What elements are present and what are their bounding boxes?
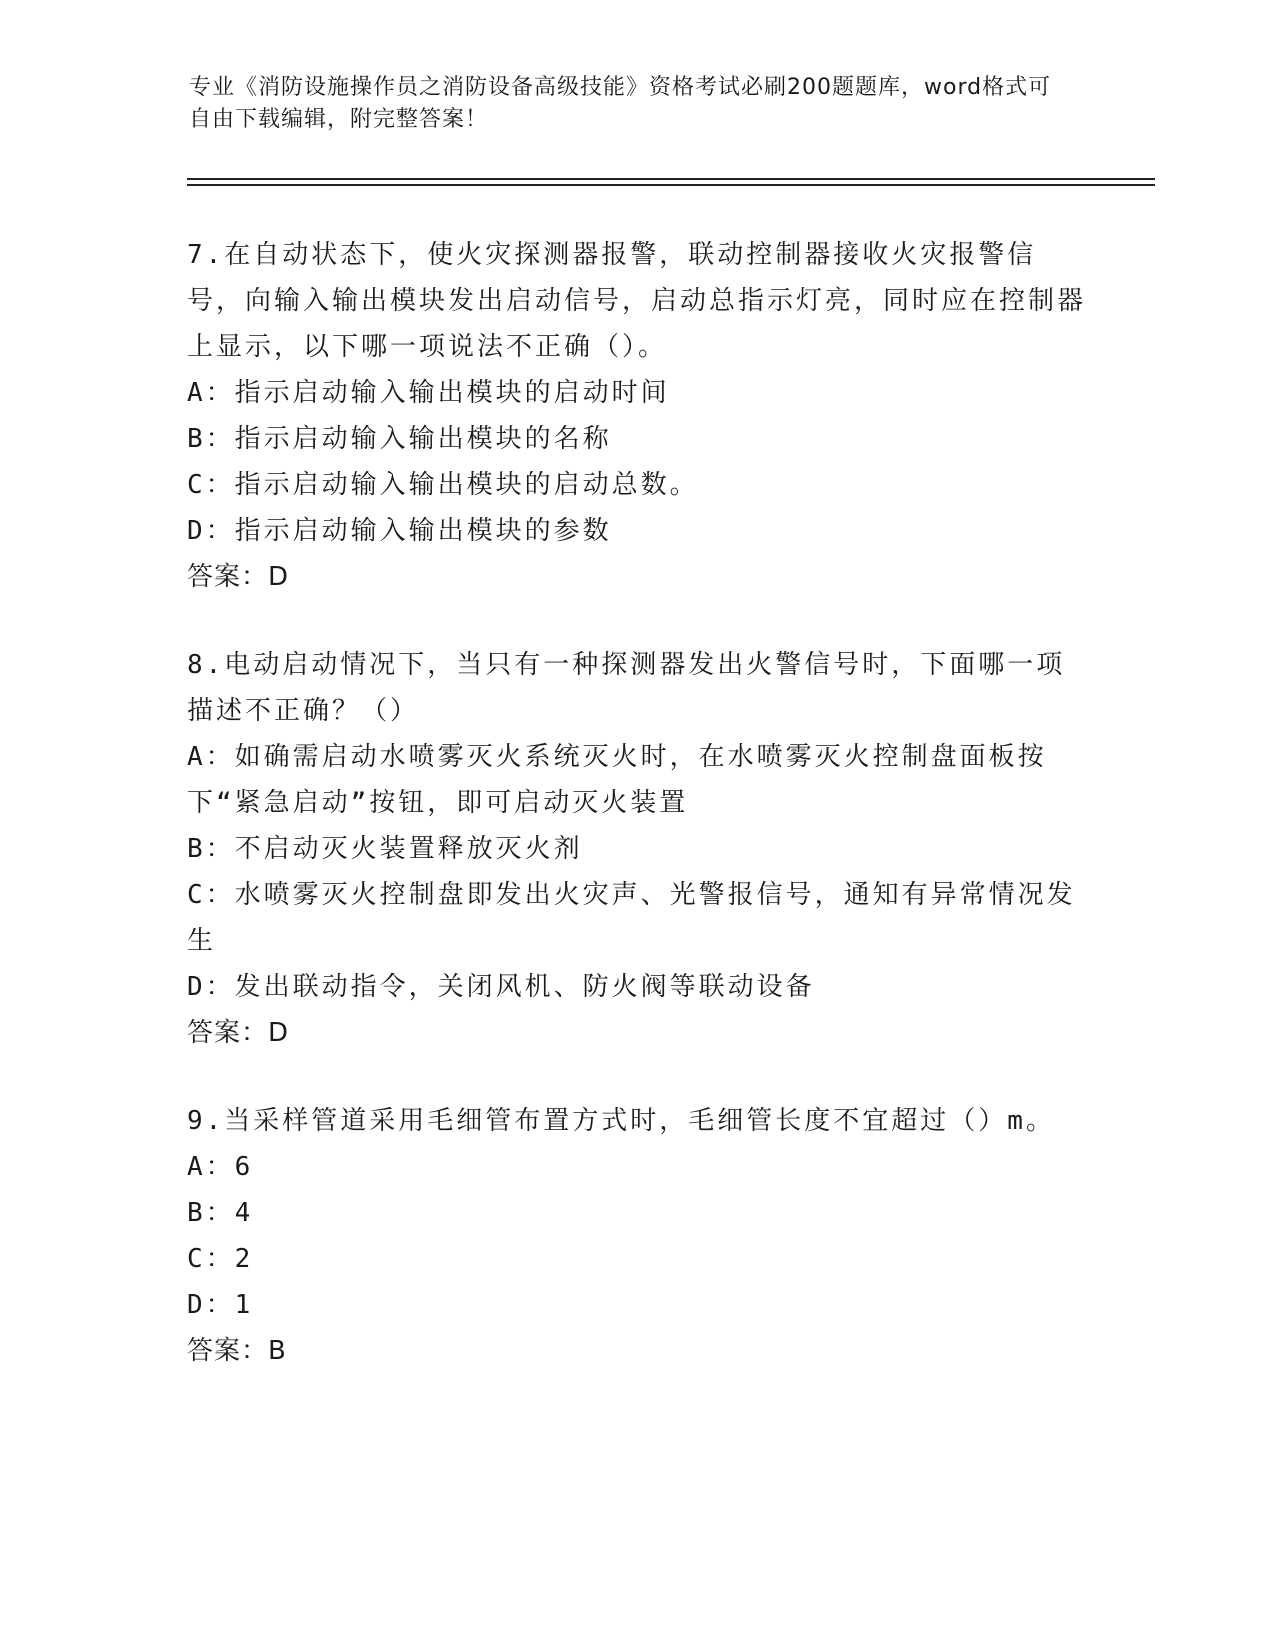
header-divider-top — [187, 178, 1155, 180]
question-list — [187, 232, 1087, 1416]
question-answer: 答案：D — [187, 1018, 290, 1048]
question-8 — [187, 642, 1087, 1056]
option-d: D：1 — [187, 1290, 254, 1320]
option-c: C：水喷雾灭火控制盘即发出火灾声、光警报信号，通知有异常情况发生 — [187, 880, 1076, 956]
option-d: D：指示启动输入输出模块的参数 — [187, 516, 612, 546]
question-stem: 7.在自动状态下，使火灾探测器报警，联动控制器接收火灾报警信号，向输入输出模块发出启动信号，启动总指示灯亮，同时应在控制器上显示，以下哪一项说法不正确（）。 — [187, 240, 1087, 362]
option-a: A：如确需启动水喷雾灭火系统灭火时，在水喷雾灭火控制盘面板按下“紧急启动”按钮，即可启动灭火装置 — [187, 742, 1047, 818]
option-a: A：6 — [187, 1152, 254, 1182]
option-b: B：指示启动输入输出模块的名称 — [187, 424, 612, 454]
option-b: B：不启动灭火装置释放灭火剂 — [187, 834, 583, 864]
question-7 — [187, 232, 1087, 600]
question-9 — [187, 1098, 1087, 1374]
option-a: A：指示启动输入输出模块的启动时间 — [187, 378, 670, 408]
option-c: C：指示启动输入输出模块的启动总数。 — [187, 470, 699, 500]
question-stem: 8.电动启动情况下，当只有一种探测器发出火警信号时，下面哪一项描述不正确？（） — [187, 650, 1066, 726]
option-c: C：2 — [187, 1244, 254, 1274]
question-answer: 答案：B — [187, 1336, 287, 1366]
option-b: B：4 — [187, 1198, 254, 1228]
document-header: 专业《消防设施操作员之消防设备高级技能》资格考试必刷200题题库，word格式可自由下载编辑，附完整答案！ — [189, 75, 1052, 132]
header-divider-bottom — [187, 184, 1155, 186]
option-d: D：发出联动指令，关闭风机、防火阀等联动设备 — [187, 972, 815, 1002]
question-answer: 答案：D — [187, 562, 290, 592]
question-stem: 9.当采样管道采用毛细管布置方式时，毛细管长度不宜超过（）m。 — [187, 1106, 1055, 1136]
